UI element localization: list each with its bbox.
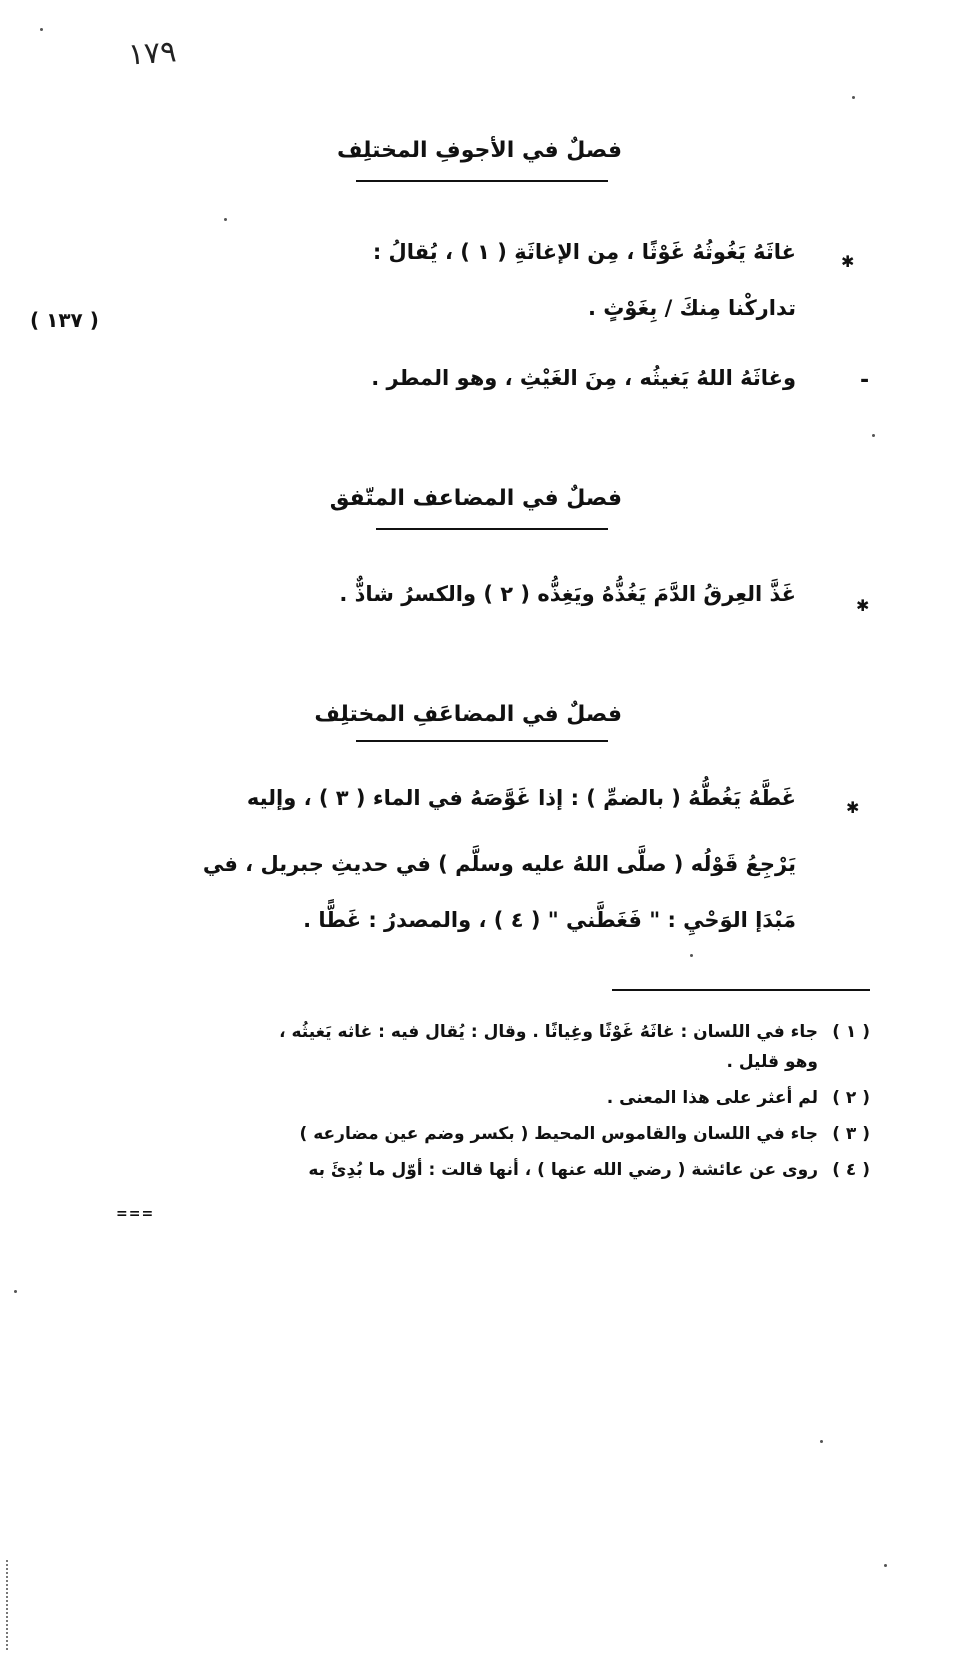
- entry-line: غَذَّ العِرقُ الدَّمَ يَغُذُّهُ ويَغِذُّه ( ٢ ) والكسرُ شاذٌّ .: [339, 582, 796, 606]
- section-heading-mudaaf-muttafiq: فصلٌ في المضاعف المتّفق: [329, 486, 622, 511]
- footnote-text: روى عن عائشة ( رضي الله عنها ) ، أنها قالت : أوّل ما بُدِئَ به: [308, 1160, 818, 1180]
- entry-bullet-icon: ✱: [841, 252, 855, 271]
- scan-speck: [820, 1440, 823, 1443]
- footnote-separator: [612, 989, 870, 991]
- section-heading-mudaaf-mukhtalif: فصلٌ في المضاعَفِ المختلِف: [314, 702, 622, 727]
- scan-speck: [690, 954, 693, 957]
- entry-bullet-icon: ✱: [846, 798, 860, 817]
- margin-reference: ( ١٣٧ ): [30, 308, 99, 332]
- footnote-number: ( ١ ): [832, 1022, 870, 1042]
- heading-underline: [376, 528, 608, 530]
- entry-dash-icon: -: [860, 368, 870, 393]
- footnote-text: جاء في اللسان : غاثَهُ غَوْثًا وغِياثًا . وقال : يُقال فيه : غاثه يَغيثُه ،: [279, 1022, 818, 1042]
- entry-line: غَطَّهُ يَغُطُّهُ ( بالضمِّ ) : إذا غَوَّصَهُ في الماء ( ٣ ) ، وإليه: [246, 786, 796, 810]
- entry-line: غاثَهُ يَغُوثُهُ غَوْثًا ، مِن الإغاثَةِ ( ١ ) ، يُقالُ :: [372, 240, 796, 264]
- page-number: ١٧٩: [126, 34, 178, 73]
- section-heading-ajwaf: فصلٌ في الأجوفِ المختلِف: [336, 138, 622, 163]
- heading-underline: [356, 180, 608, 182]
- entry-line: وغاثَهُ اللهُ يَغيثُه ، مِنَ الغَيْثِ ، وهو المطر .: [371, 366, 796, 390]
- footnote-text: جاء في اللسان والقاموس المحيط ( بكسر وضم عين مضارعه ): [299, 1124, 818, 1144]
- footnote-text: لم أعثر على هذا المعنى .: [606, 1088, 818, 1108]
- footnote-number: ( ٣ ): [832, 1124, 870, 1144]
- footnote-number: ( ٢ ): [832, 1088, 870, 1108]
- end-mark: ===: [116, 1206, 155, 1222]
- heading-underline: [356, 740, 608, 742]
- entry-line: يَرْجِعُ قَوْلُه ( صلَّى اللهُ عليه وسلَّم ) في حديثِ جبريل ، في: [202, 852, 796, 876]
- scan-speck: [40, 28, 43, 31]
- footnote-text: وهو قليل .: [726, 1052, 818, 1072]
- scan-speck: [224, 218, 227, 221]
- scan-edge-dots: [6, 1560, 10, 1650]
- scan-speck: [14, 1290, 17, 1293]
- footnote-number: ( ٤ ): [832, 1160, 870, 1180]
- scan-speck: [884, 1564, 887, 1567]
- entry-line: مَبْدَإ الوَحْيِ : " فَغَطَّني " ( ٤ ) ، والمصدرُ : غَطًّا .: [303, 908, 796, 932]
- entry-bullet-icon: ✱: [856, 596, 870, 615]
- entry-line: تداركْنا مِنكَ / بِغَوْثٍ .: [587, 296, 796, 320]
- scan-speck: [852, 96, 855, 99]
- scan-speck: [872, 434, 875, 437]
